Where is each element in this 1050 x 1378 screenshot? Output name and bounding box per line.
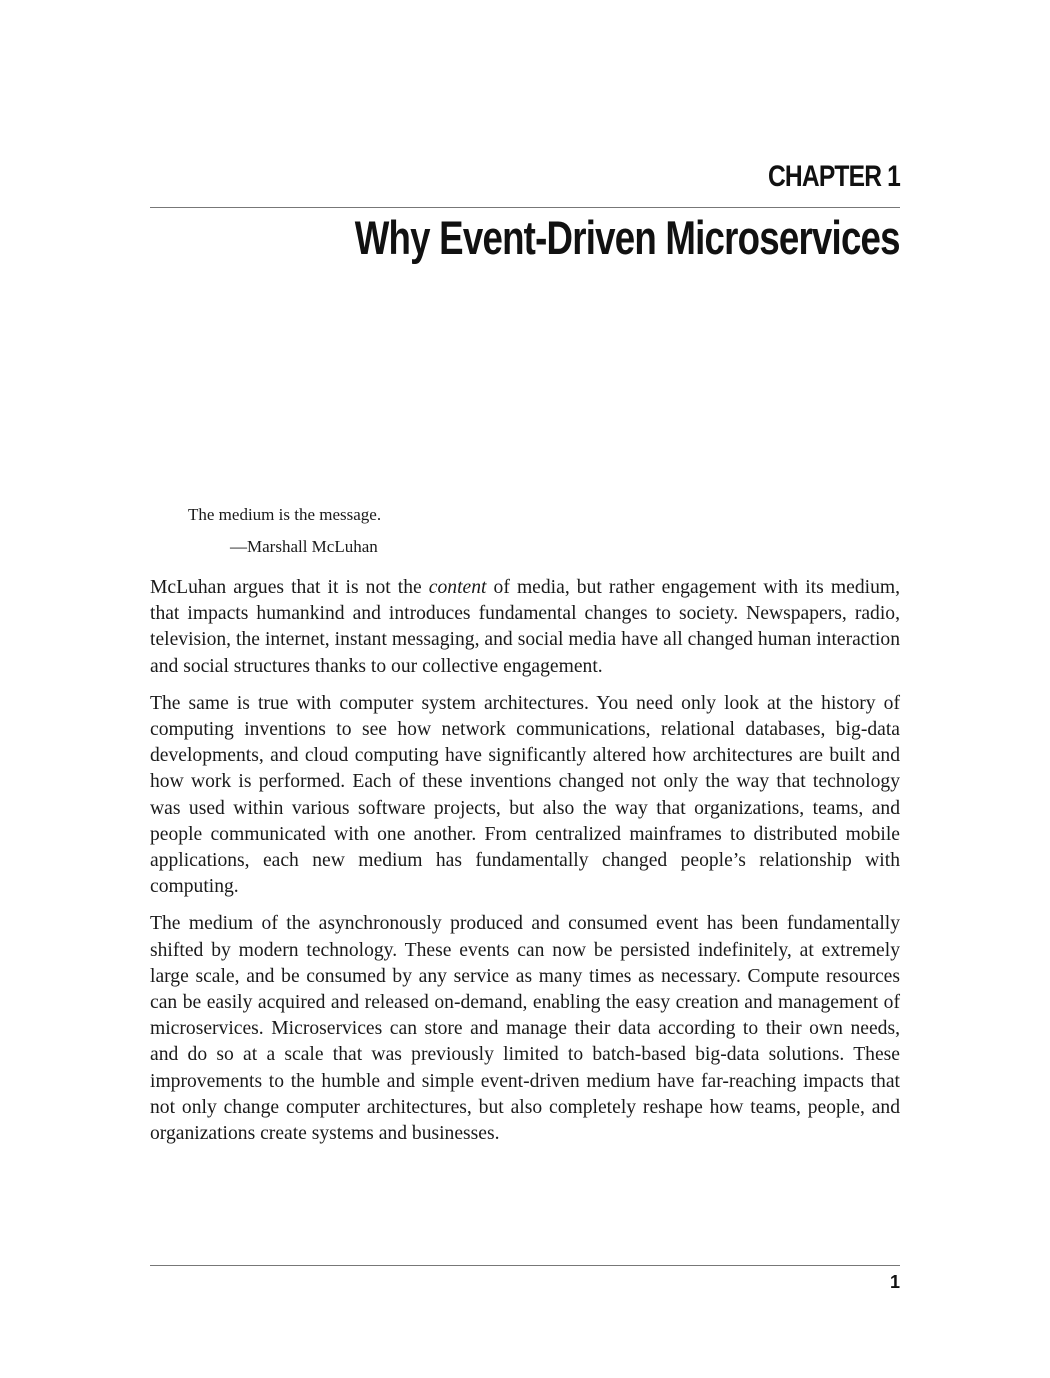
emphasis-content: content xyxy=(428,577,487,598)
paragraph-2: The same is true with computer system architectures. You need only look at the history of computing inventions to see how network communications, relational databases, big-data developments, and cloud computing have significantly altered how architectures are built and how work is performed. Each of these inventions changed not only the way that technology was used within various software projects, but also the way that organizations, teams, and people communicated with one another. From centralized mainframes to distributed mobile applications, each new medium has fundamentally changed people’s relationship with computing. xyxy=(150,692,900,898)
epigraph-attribution: —Marshall McLuhan xyxy=(230,537,378,556)
paragraph-3: The medium of the asynchronously produced and consumed event has been fundamentally shifted by modern technology. These events can now be persisted indefinitely, at extremely large scale, and be consumed by any service as many times as necessary. Compute resources can be easily acquired and released on-demand, enabling the easy creation and management of microservices. Microservices can store and manage their data according to their own needs, and do so at a scale that was previously limited to batch-based big-data solutions. These improvements to the humble and simple event-driven medium have far-reaching impacts that not only change computer architectures, but also completely reshape how teams, people, and organizations create systems and businesses. xyxy=(150,913,900,1145)
paragraph-1 xyxy=(150,575,900,680)
chapter-title: Why Event-Driven Microservices xyxy=(354,211,900,264)
epigraph-quote: The medium is the message. xyxy=(188,505,382,524)
chapter-label: CHAPTER 1 xyxy=(767,160,900,193)
header-divider xyxy=(150,207,900,208)
paragraph-1-end: of media, but rather engagement with its medium, that impacts humankind and introduces fundamental changes to society. Newspapers, radio, television, the internet, instant messaging, and social media have all changed human interaction and social structures thanks to our collective engagement. xyxy=(150,577,900,677)
chapter-body xyxy=(150,575,900,1158)
paragraph-1-start: McLuhan argues that it is not the xyxy=(150,577,429,598)
page-number: 1 xyxy=(889,1272,900,1292)
footer-divider xyxy=(150,1265,900,1266)
